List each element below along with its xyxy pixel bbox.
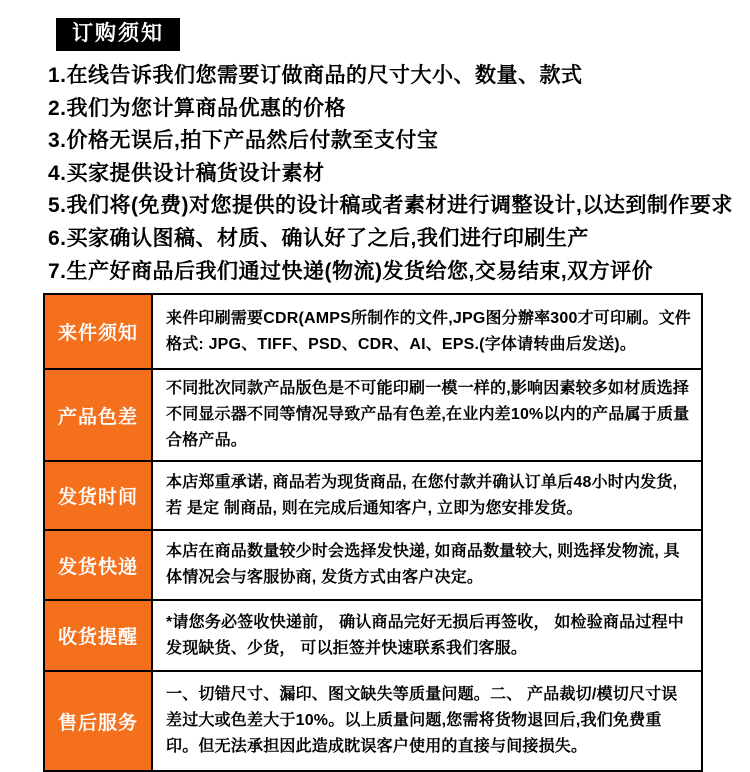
table-row [44, 530, 702, 600]
row-label-after-sales: 售后服务 [44, 671, 152, 771]
order-step-3: 3.价格无误后,拍下产品然后付款至支付宝 [48, 129, 439, 153]
page-title-box [56, 18, 180, 51]
order-step-6: 6.买家确认图稿、材质、确认好了之后,我们进行印刷生产 [48, 226, 589, 250]
row-label-color-difference: 产品色差 [44, 369, 152, 461]
row-content-incoming-files: 来件印刷需要CDR(AMPS所制作的文件,JPG图分辦率300才可印刷。文件格式: JPG、TIFF、PSD、CDR、AI、EPS.(字体请转曲后发送)。 [152, 294, 702, 369]
row-content-shipping-courier: 本店在商品数量较少时会选择发快递, 如商品数量较大, 则选择发物流, 具体情况会与客服协商, 发货方式由客户决定。 [152, 530, 702, 600]
table-row [44, 369, 702, 461]
order-step-4: 4.买家提供设计稿货设计素材 [48, 161, 325, 185]
order-step-7: 7.生产好商品后我们通过快递(物流)发货给您,交易结束,双方评价 [48, 259, 654, 283]
order-step-2: 2.我们为您计算商品优惠的价格 [48, 96, 347, 120]
row-label-shipping-time: 发货时间 [44, 461, 152, 530]
page-title: 订购须知 [72, 22, 164, 45]
order-steps-list [48, 60, 733, 288]
row-label-incoming-files: 来件须知 [44, 294, 152, 369]
row-content-receiving-reminder: *请您务必签收快递前， 确认商品完好无损后再签收， 如检验商品过程中发现缺货、少货， 可以拒签并快速联系我们客服。 [152, 600, 702, 671]
row-content-shipping-time: 本店郑重承诺, 商品若为现货商品, 在您付款并确认订单后48小时内发货, 若 是定 制商品, 则在完成后通知客户, 立即为您安排发货。 [152, 461, 702, 530]
table-row [44, 461, 702, 530]
row-content-after-sales: 一、切错尺寸、漏印、图文缺失等质量问题。二、 产品裁切/模切尺寸误差过大或色差大于10%。以上质量问题,您需将货物退回后,我们免费重印。但无法承担因此造成眈误客户使用的直接与间接损失。 [152, 671, 702, 771]
row-label-receiving-reminder: 收货提醒 [44, 600, 152, 671]
table-row [44, 671, 702, 771]
row-label-shipping-courier: 发货快递 [44, 530, 152, 600]
table-row [44, 600, 702, 671]
notice-table [43, 293, 703, 772]
order-step-5: 5.我们将(免费)对您提供的设计稿或者素材进行调整设计,以达到制作要求 [48, 194, 733, 218]
row-content-color-difference: 不同批次同款产品版色是不可能印刷一模一样的,影响因素较多如材质选择不同显示器不同等情况导致产品有色差,在业内差10%以内的产品属于质量合格产品。 [152, 369, 702, 461]
order-step-1: 1.在线告诉我们您需要订做商品的尺寸大小、数量、款式 [48, 64, 583, 87]
table-row [44, 294, 702, 369]
